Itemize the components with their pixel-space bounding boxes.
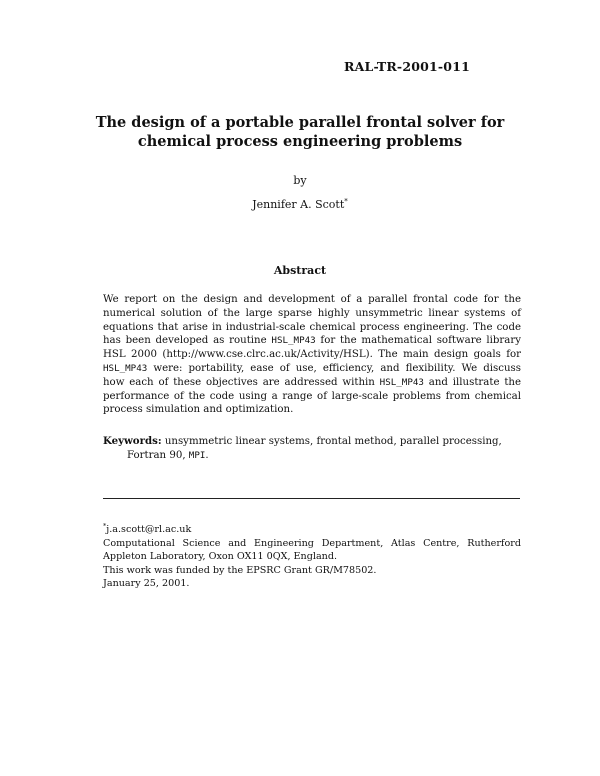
paper-title [0, 113, 600, 151]
affiliation-line: Computational Science and Engineering Department, Atlas Centre, Rutherford [103, 537, 521, 549]
keywords-text: . [205, 450, 209, 462]
report-date: January 25, 2001. [103, 578, 190, 590]
report-number: RAL-TR-2001-011 [344, 59, 470, 74]
abstract-text: for the mathematical software library [315, 335, 521, 347]
title-line-2: chemical process engineering problems [137, 133, 463, 150]
abstract-line [103, 376, 521, 390]
title-line-1: The design of a portable parallel frontal solver for [95, 114, 505, 131]
abstract-text: and illustrate the [423, 376, 522, 388]
keywords-text: unsymmetric linear systems, frontal method, parallel processing, [161, 436, 502, 447]
abstract-heading: Abstract [273, 264, 327, 277]
keywords-line [103, 434, 521, 449]
footnote [103, 523, 521, 591]
abstract-line [103, 362, 521, 376]
abstract-line: equations that arise in industrial-scale chemical process engineering. The code [103, 321, 521, 333]
routine-name: HSL_MP43 [379, 376, 424, 388]
keywords [103, 434, 521, 463]
keywords-line [103, 449, 521, 463]
abstract-line: numerical solution of the large sparse highly unsymmetric linear systems of [103, 307, 521, 319]
abstract-text: how each of these objectives are addressed within [103, 376, 380, 388]
footnote-email-line [103, 523, 521, 537]
author [0, 198, 600, 211]
abstract-text: were: portability, ease of use, efficiency, and flexibility. We discuss [147, 362, 521, 374]
mpi-code: MPI [188, 450, 206, 462]
keywords-label: Keywords: [103, 435, 162, 447]
abstract-line: We report on the design and development of a parallel frontal code for the [103, 294, 521, 305]
by-line: by [293, 174, 307, 187]
affiliation-line: Appleton Laboratory, Oxon OX11 0QX, England. [103, 551, 338, 563]
routine-name: HSL_MP43 [271, 335, 316, 347]
abstract-body [103, 293, 521, 417]
abstract-line: performance of the code using a range of large-scale problems from chemical [103, 390, 521, 402]
abstract-line: process simulation and optimization. [103, 404, 294, 416]
author-name: Jennifer A. Scott [252, 198, 345, 211]
routine-name: HSL_MP43 [103, 362, 148, 374]
abstract-line [103, 334, 521, 348]
funding-line: This work was funded by the EPSRC Grant GR/M78502. [103, 564, 377, 576]
abstract-text: has been developed as routine [103, 335, 272, 347]
footnote-mark: * [103, 521, 107, 530]
author-footnote-mark: * [344, 197, 348, 206]
keywords-text: Fortran 90, [127, 450, 189, 462]
author-email: j.a.scott@rl.ac.uk [106, 524, 192, 535]
footnote-rule [103, 498, 520, 499]
abstract-line: HSL 2000 (http://www.cse.clrc.ac.uk/Activity/HSL). The main design goals for [103, 349, 521, 361]
